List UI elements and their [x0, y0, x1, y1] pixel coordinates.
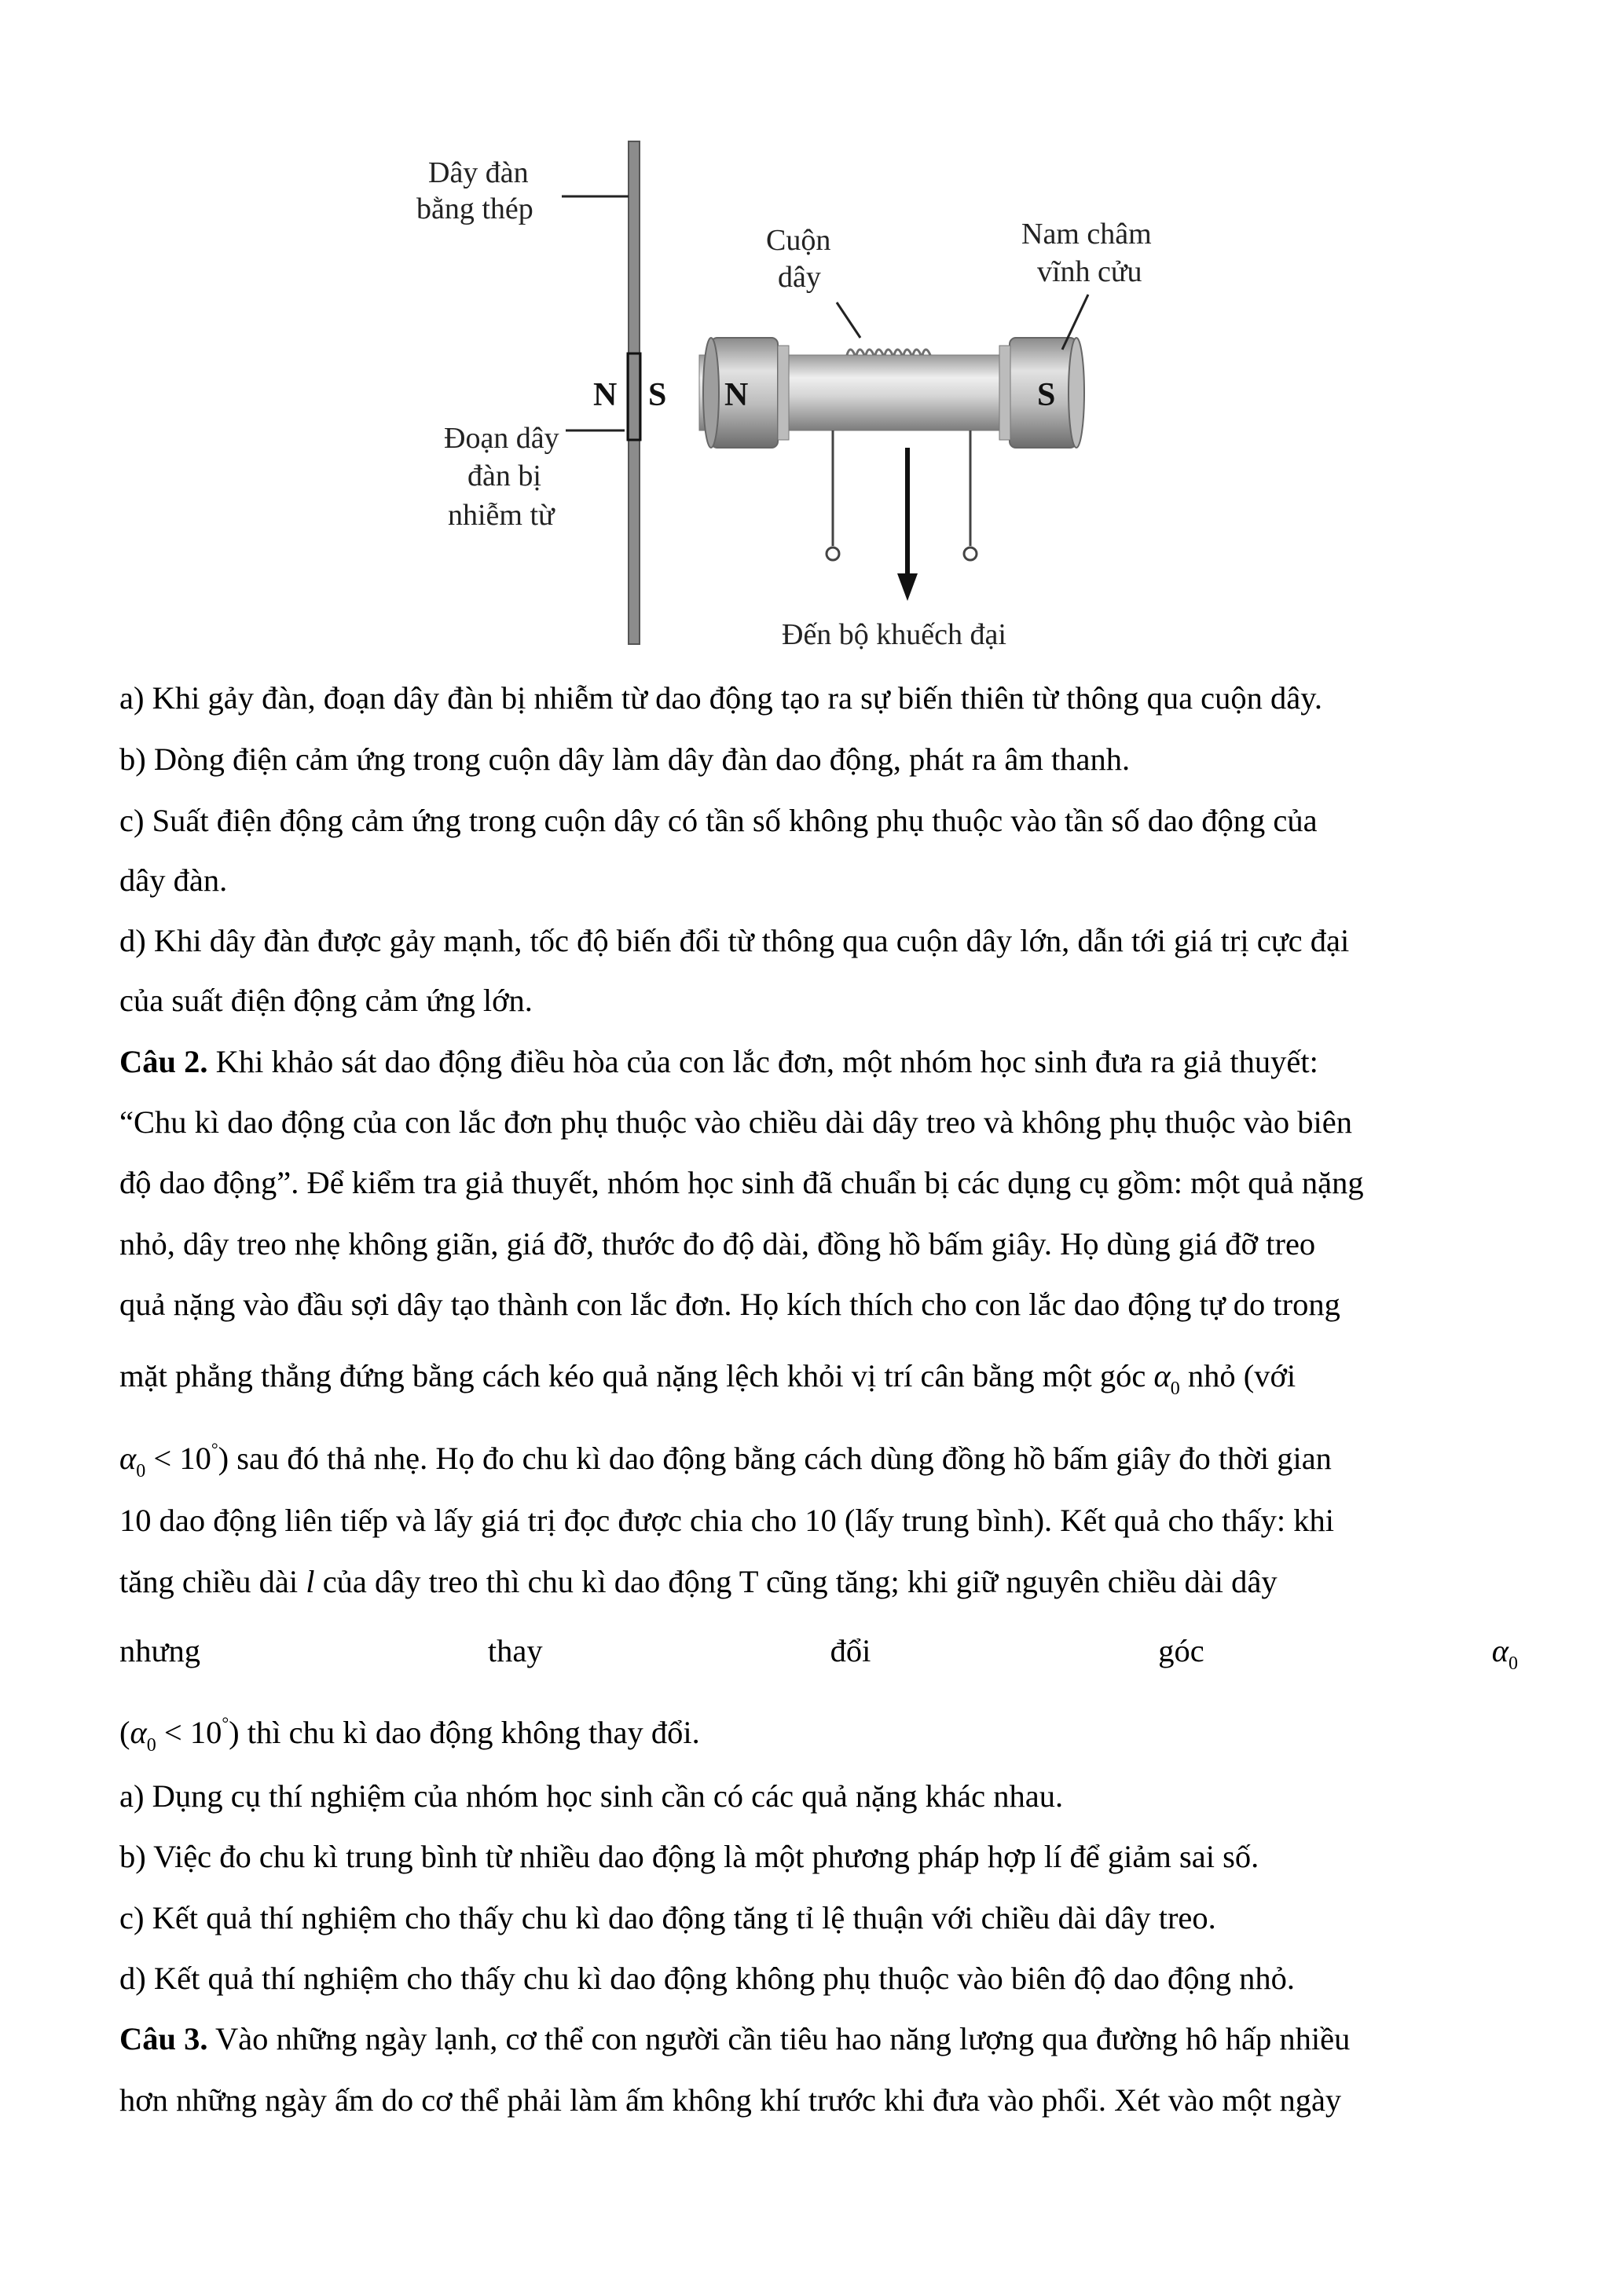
q2-statement-c: c) Kết quả thí nghiệm cho thấy chu kì dao động tăng tỉ lệ thuận với chiều dài dây treo. [119, 1900, 1216, 1935]
pickup-diagram [385, 126, 1186, 668]
q2-statement-b: b) Việc đo chu kì trung bình từ nhiều dao động là một phương pháp hợp lí để giảm sai số. [119, 1839, 1259, 1874]
q1-statement-b: b) Dòng điện cảm ứng trong cuộn dây làm dây đàn dao động, phát ra âm thanh. [119, 742, 1131, 777]
q2-line-5: quả nặng vào đầu sợi dây tạo thành con lắc đơn. Họ kích thích cho con lắc dao động tự do trong [119, 1287, 1340, 1322]
label-segment-3: nhiễm từ [448, 499, 555, 532]
q1-statement-d-line2: của suất điện động cảm ứng lớn. [119, 983, 533, 1018]
q3-text-1: Vào những ngày lạnh, cơ thể con người cần tiêu hao năng lượng qua đường hô hấp nhiều [214, 2021, 1351, 2056]
label-amplifier: Đến bộ khuếch đại [782, 618, 1006, 651]
label-coil-1: Cuộn [766, 224, 831, 257]
q3-line-1 [119, 2020, 1518, 2058]
guitar-pickup-figure [385, 126, 1186, 668]
q3-number: Câu 3. [119, 2021, 208, 2056]
q1-statement-d-line1: d) Khi dây đàn được gảy mạnh, tốc độ biến đổi từ thông qua cuộn dây lớn, dẫn tới giá trị cực đại [119, 923, 1350, 958]
q2-number: Câu 2. [119, 1044, 208, 1079]
alpha-symbol: α [1153, 1358, 1171, 1393]
q2-line-1 [119, 1043, 1518, 1081]
q3-line-2: hơn những ngày ấm do cơ thể phải làm ấm không khí trước khi đưa vào phổi. Xét vào một ngày [119, 2082, 1342, 2118]
q2-line-11: $(\alpha_0 < 10^\circ)$ thì chu kì dao động không thay đổi. [119, 1713, 700, 1756]
label-steel-string-1: Dây đàn [428, 156, 529, 189]
length-variable: l [306, 1564, 315, 1599]
label-steel-string-2: bằng thép [416, 192, 533, 225]
q2-line-6: mặt phẳng thẳng đứng bằng cách kéo quả nặng lệch khỏi vị trí cân bằng một góc $\alpha_0$ nhỏ (với [119, 1358, 1296, 1399]
pole-n-magnet: N [724, 377, 749, 413]
q2-line-10: nhưng thay đổi góc $\alpha_0$ [119, 1633, 1518, 1674]
label-segment-2: đàn bị [467, 460, 541, 493]
q2-statement-d: d) Kết quả thí nghiệm cho thấy chu kì dao động không phụ thuộc vào biên độ dao động nhỏ. [119, 1961, 1295, 1996]
steel-string [629, 141, 640, 644]
q2-line-3: độ dao động”. Để kiểm tra giả thuyết, nhóm học sinh đã chuẩn bị các dụng cụ gồm: một quả nặng [119, 1165, 1364, 1200]
q1-statement-a: a) Khi gảy đàn, đoạn dây đàn bị nhiễm từ dao động tạo ra sự biến thiên từ thông qua cuộn dây. [119, 680, 1322, 716]
q2-statement-a: a) Dụng cụ thí nghiệm của nhóm học sinh cần có các quả nặng khác nhau. [119, 1778, 1064, 1814]
label-segment-1: Đoạn dây [444, 422, 559, 455]
label-coil-2: dây [778, 261, 821, 294]
q2-line-2: “Chu kì dao động của con lắc đơn phụ thuộc vào chiều dài dây treo và không phụ thuộc vào biên [119, 1104, 1352, 1140]
label-magnet-1: Nam châm [1021, 218, 1152, 251]
q2-line-4: nhỏ, dây treo nhẹ không giãn, giá đỡ, thước đo độ dài, đồng hồ bấm giây. Họ dùng giá đỡ treo [119, 1226, 1316, 1262]
q2-line-7: $\alpha_0 < 10^\circ$) sau đó thả nhẹ. Họ đo chu kì dao động bằng cách dùng đồng hồ bấm giây đo thời gian [119, 1439, 1332, 1481]
q1-statement-c-line1: c) Suất điện động cảm ứng trong cuộn dây có tần số không phụ thuộc vào tần số dao động của [119, 803, 1318, 838]
q2-text-1: Khi khảo sát dao động điều hòa của con lắc đơn, một nhóm học sinh đưa ra giả thuyết: [215, 1044, 1318, 1079]
q2-line-8: 10 dao động liên tiếp và lấy giá trị đọc được chia cho 10 (lấy trung bình). Kết quả cho thấy: khi [119, 1503, 1334, 1538]
label-magnet-2: vĩnh cửu [1037, 255, 1142, 288]
pole-n-string: N [593, 377, 618, 413]
q2-line-9: tăng chiều dài l của dây treo thì chu kì dao động T cũng tăng; khi giữ nguyên chiều dài dây [119, 1564, 1278, 1599]
pole-s-string: S [648, 377, 667, 413]
q1-statement-c-line2: dây đàn. [119, 862, 228, 898]
coil-windings [847, 350, 930, 355]
pole-s-magnet: S [1037, 377, 1056, 413]
